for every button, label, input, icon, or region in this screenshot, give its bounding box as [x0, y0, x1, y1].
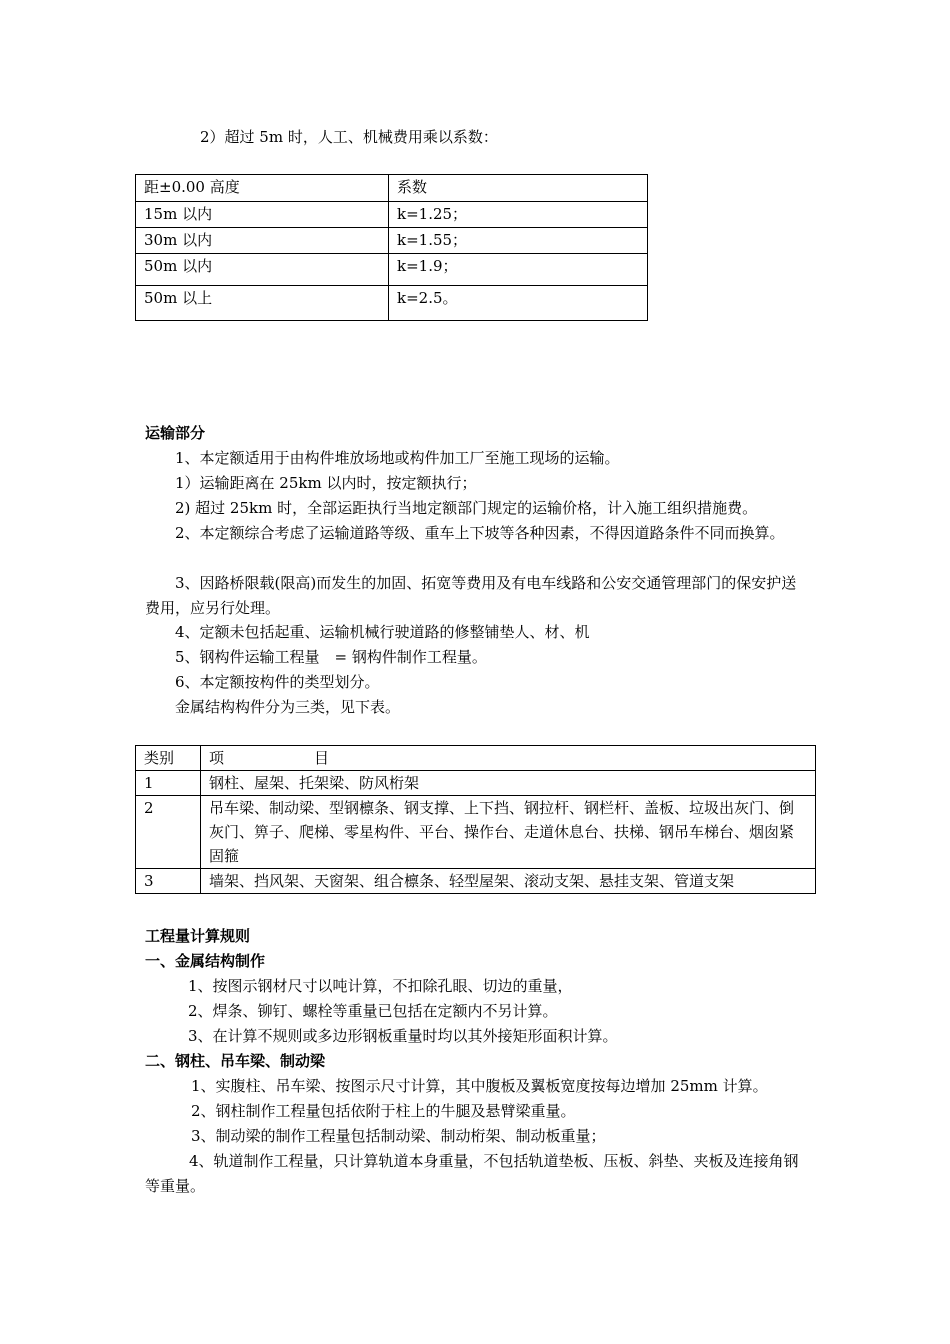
transport-line: 4、定额未包括起重、运输机械行驶道路的修整铺垫人、材、机	[175, 623, 590, 641]
header-cell-height: 距±0.00 高度	[136, 175, 389, 202]
table-row	[136, 796, 816, 869]
transport-paragraph: 3、因路桥限载(限高)而发生的加固、拓宽等费用及有电车线路和公安交通管理部门的保安护送费用，应另行处理。	[145, 574, 797, 617]
table-cell: 50m 以内	[136, 254, 389, 286]
rules-title: 工程量计算规则	[145, 927, 251, 945]
table-cell: k=1.9；	[389, 254, 648, 286]
transport-line: 金属结构构件分为三类，见下表。	[175, 698, 401, 716]
transport-line: 2) 超过 25km 时，全部运距执行当地定额部门规定的运输价格，计入施工组织措施费。	[175, 499, 758, 517]
table-cell: k=1.25；	[389, 202, 648, 228]
table-cell: 30m 以内	[136, 228, 389, 254]
table-cell: 3	[136, 869, 201, 894]
transport-section-title: 运输部分	[145, 424, 206, 442]
component-class-table	[135, 745, 816, 894]
transport-line: 6、本定额按构件的类型划分。	[175, 673, 380, 691]
table-cell: 50m 以上	[136, 286, 389, 321]
rule-item: 3、在计算不规则或多边形钢板重量时均以其外接矩形面积计算。	[188, 1027, 618, 1045]
table-cell: 15m 以内	[136, 202, 389, 228]
table-header-row	[136, 175, 648, 202]
table-cell: 钢柱、屋架、托架梁、防风桁架	[201, 771, 816, 796]
table-cell: k=2.5。	[389, 286, 648, 321]
rule-item: 2、钢柱制作工程量包括依附于柱上的牛腿及悬臂梁重量。	[191, 1102, 576, 1120]
coefficient-table	[135, 174, 648, 321]
table-row	[136, 202, 648, 228]
top-note: 2）超过 5m 时，人工、机械费用乘以系数：	[200, 128, 498, 146]
rule-item: 3、制动梁的制作工程量包括制动梁、制动桁架、制动板重量；	[191, 1127, 606, 1145]
section-title: 二、钢柱、吊车梁、制动梁	[145, 1052, 326, 1070]
table-row	[136, 254, 648, 286]
section-title: 一、金属结构制作	[145, 952, 266, 970]
rule-paragraph: 4、轨道制作工程量，只计算轨道本身重量，不包括轨道垫板、压板、斜垫、夹板及连接角钢等重量。	[145, 1152, 799, 1195]
table-row	[136, 286, 648, 321]
table-header-row	[136, 746, 816, 771]
rule-item: 1、按图示钢材尺寸以吨计算，不扣除孔眼、切边的重量，	[188, 977, 573, 995]
table-cell: 1	[136, 771, 201, 796]
table-row	[136, 869, 816, 894]
transport-line: 1、本定额适用于由构件堆放场地或构件加工厂至施工现场的运输。	[175, 449, 620, 467]
header-cell-item: 项 目	[201, 746, 816, 771]
table-cell: 墙架、挡风架、天窗架、组合檩条、轻型屋架、滚动支架、悬挂支架、管道支架	[201, 869, 816, 894]
table-cell: 2	[136, 796, 201, 869]
transport-line: 5、钢构件运输工程量 = 钢构件制作工程量。	[175, 648, 487, 666]
table-cell: k=1.55；	[389, 228, 648, 254]
header-cell-class: 类别	[136, 746, 201, 771]
rule-item: 1、实腹柱、吊车梁、按图示尺寸计算，其中腹板及翼板宽度按每边增加 25mm 计算。	[191, 1077, 768, 1095]
table-row	[136, 228, 648, 254]
rule-item: 2、焊条、铆钉、螺栓等重量已包括在定额内不另计算。	[188, 1002, 558, 1020]
transport-line: 1）运输距离在 25km 以内时，按定额执行；	[175, 474, 477, 492]
table-cell: 吊车梁、制动梁、型钢檩条、钢支撑、上下挡、钢拉杆、钢栏杆、盖板、垃圾出灰门、倒灰门、箅子、爬梯、零星构件、平台、操作台、走道休息台、扶梯、钢吊车梯台、烟囱紧固箍	[201, 796, 816, 869]
header-cell-coefficient: 系数	[389, 175, 648, 202]
table-row	[136, 771, 816, 796]
transport-paragraph: 2、本定额综合考虑了运输道路等级、重车上下坡等各种因素，不得因道路条件不同而换算。	[175, 524, 785, 542]
